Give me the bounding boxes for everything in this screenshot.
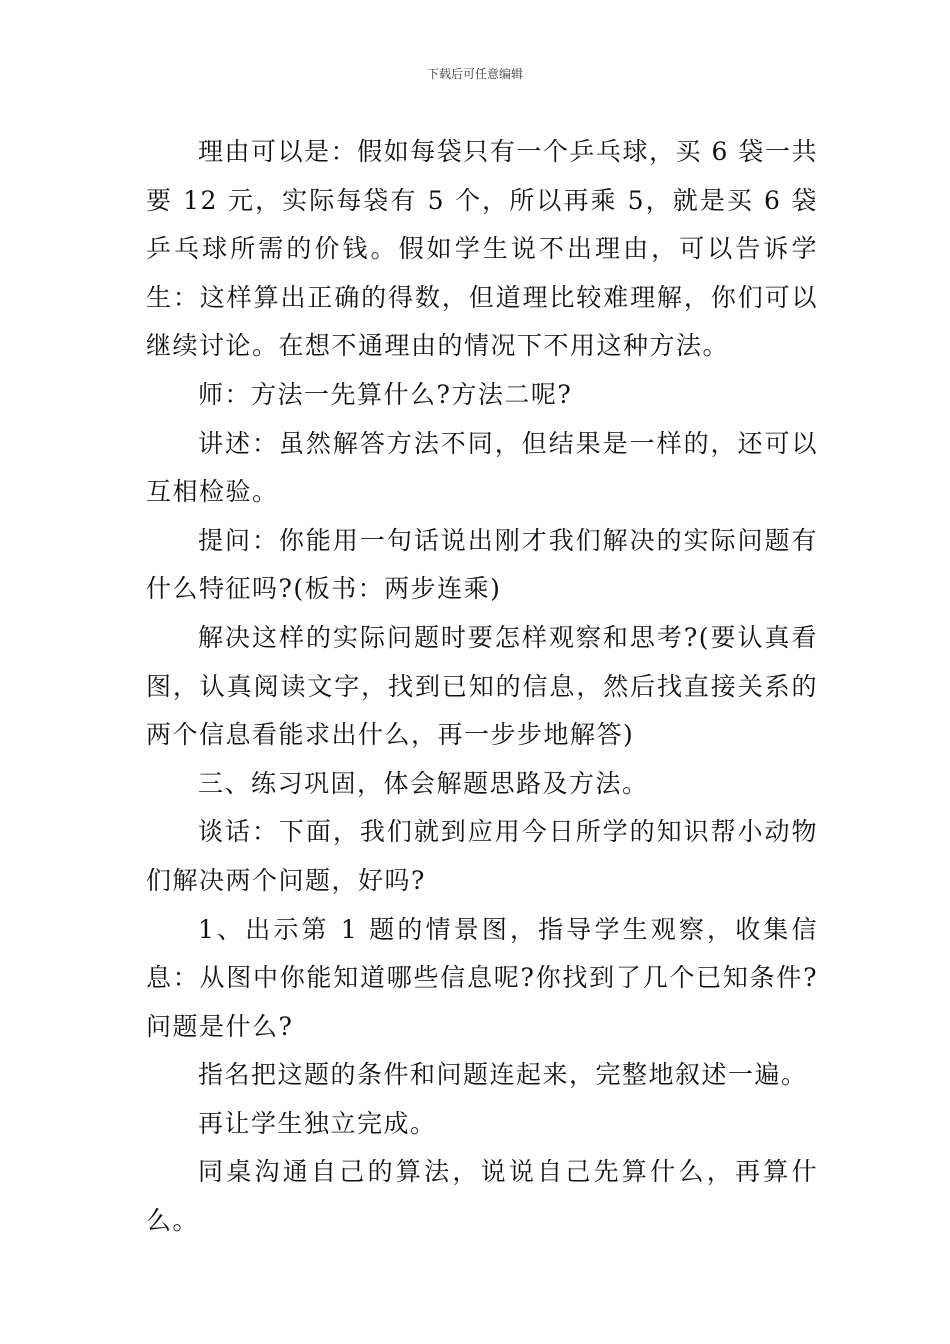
page-header: 下载后可任意编辑 [426, 67, 523, 81]
paragraph-narration: 讲述：虽然解答方法不同，但结果是一样的，还可以互相检验。 [146, 428, 818, 507]
paragraph-observe-think: 解决这样的实际问题时要怎样观察和思考?(要认真看图，认真阅读文字，找到已知的信息，然后找直接关系的两个信息看能求出什么，再一步步地解答) [146, 622, 818, 750]
document-body [146, 128, 818, 1246]
paragraph-independent: 再让学生独立完成。 [198, 1108, 437, 1138]
paragraph-exercise-1: 1、出示第 1 题的情景图，指导学生观察，收集信息：从图中你能知道哪些信息呢?你找到了几个已知条件?问题是什么? [146, 914, 818, 1041]
paragraph-teacher-question: 师：方法一先算什么?方法二呢? [198, 379, 573, 409]
paragraph-reason: 理由可以是：假如每袋只有一个乒乓球，买 6 袋一共要 12 元，实际每袋有 5 个，所以再乘 5，就是买 6 袋乒乓球所需的价钱。假如学生说不出理由，可以告诉学生：这样算出正确的得数，但道理比较难理解，你们可以继续讨论。在想不通理由的情况下不用这种方法。 [146, 137, 818, 361]
paragraph-share: 同桌沟通自己的算法，说说自己先算什么，再算什么。 [146, 1157, 818, 1236]
section-heading-practice: 三、练习巩固，体会解题思路及方法。 [198, 768, 649, 798]
paragraph-restate: 指名把这题的条件和问题连起来，完整地叙述一遍。 [198, 1060, 808, 1090]
paragraph-question: 提问：你能用一句话说出刚才我们解决的实际问题有什么特征吗?(板书：两步连乘) [146, 525, 818, 604]
paragraph-talk: 谈话：下面，我们就到应用今日所学的知识帮小动物们解决两个问题，好吗? [146, 817, 818, 895]
